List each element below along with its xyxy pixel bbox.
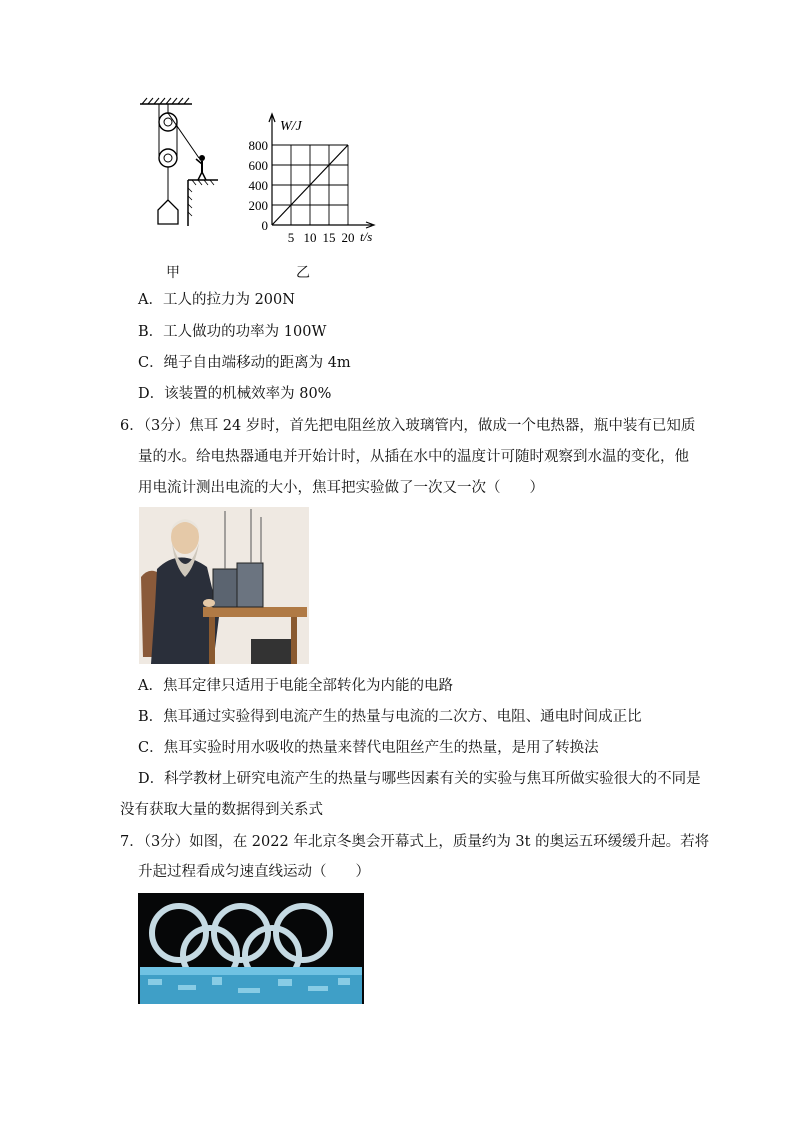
x-axis-label: t/s: [360, 229, 373, 244]
q6-option-d-continued: 没有获取大量的数据得到关系式: [120, 802, 323, 818]
y-tick-label: 400: [248, 178, 268, 193]
figure-label-right: 乙: [296, 265, 310, 281]
q6-stem-line1: 6．（3分）焦耳 24 岁时，首先把电阻丝放入玻璃管内，做成一个电热器，瓶中装有已知质: [120, 418, 696, 434]
y-tick-label: 600: [248, 158, 268, 173]
x-tick-labels: [288, 230, 355, 245]
y-axis-label: W/J: [280, 119, 302, 134]
x-tick-label: 15: [322, 230, 336, 245]
olympic-rings-photo: [138, 893, 364, 1004]
y-tick-label: 0: [261, 218, 268, 233]
q6-option-d: D．科学教材上研究电流产生的热量与哪些因素有关的实验与焦耳所做实验很大的不同是: [138, 771, 701, 787]
work-time-chart: [236, 110, 386, 250]
pulley-diagram: [136, 96, 226, 236]
q7-stem-line1: 7．（3分）如图，在 2022 年北京冬奥会开幕式上，质量约为 3t 的奥运五环缓缓升起。若将: [120, 834, 710, 850]
joule-experiment-illustration: [139, 507, 309, 664]
q6-option-b: B．焦耳通过实验得到电流产生的热量与电流的二次方、电阻、通电时间成正比: [138, 709, 642, 725]
q5-option-c: C．绳子自由端移动的距离为 4m: [138, 355, 351, 371]
y-tick-labels: [249, 138, 269, 233]
y-tick-label: 800: [248, 138, 268, 153]
x-tick-label: 20: [341, 230, 355, 245]
q6-stem-line2: 量的水。给电热器通电并开始计时，从插在水中的温度计可随时观察到水温的变化，他: [138, 449, 689, 465]
q6-stem-line3: 用电流计测出电流的大小，焦耳把实验做了一次又一次（ ）: [138, 480, 544, 496]
q5-option-d: D．该装置的机械效率为 80%: [138, 386, 332, 402]
figure-label-left: 甲: [166, 265, 180, 281]
x-tick-label: 10: [303, 230, 317, 245]
q5-option-a: A．工人的拉力为 200N: [138, 292, 295, 308]
q6-option-c: C．焦耳实验时用水吸收的热量来替代电阻丝产生的热量，是用了转换法: [138, 740, 599, 756]
q6-option-a: A．焦耳定律只适用于电能全部转化为内能的电路: [138, 678, 453, 694]
q5-option-b: B．工人做功的功率为 100W: [138, 324, 327, 340]
q7-stem-line2: 升起过程看成匀速直线运动（ ）: [138, 864, 370, 880]
y-tick-label: 200: [248, 198, 268, 213]
x-tick-label: 5: [287, 230, 295, 245]
